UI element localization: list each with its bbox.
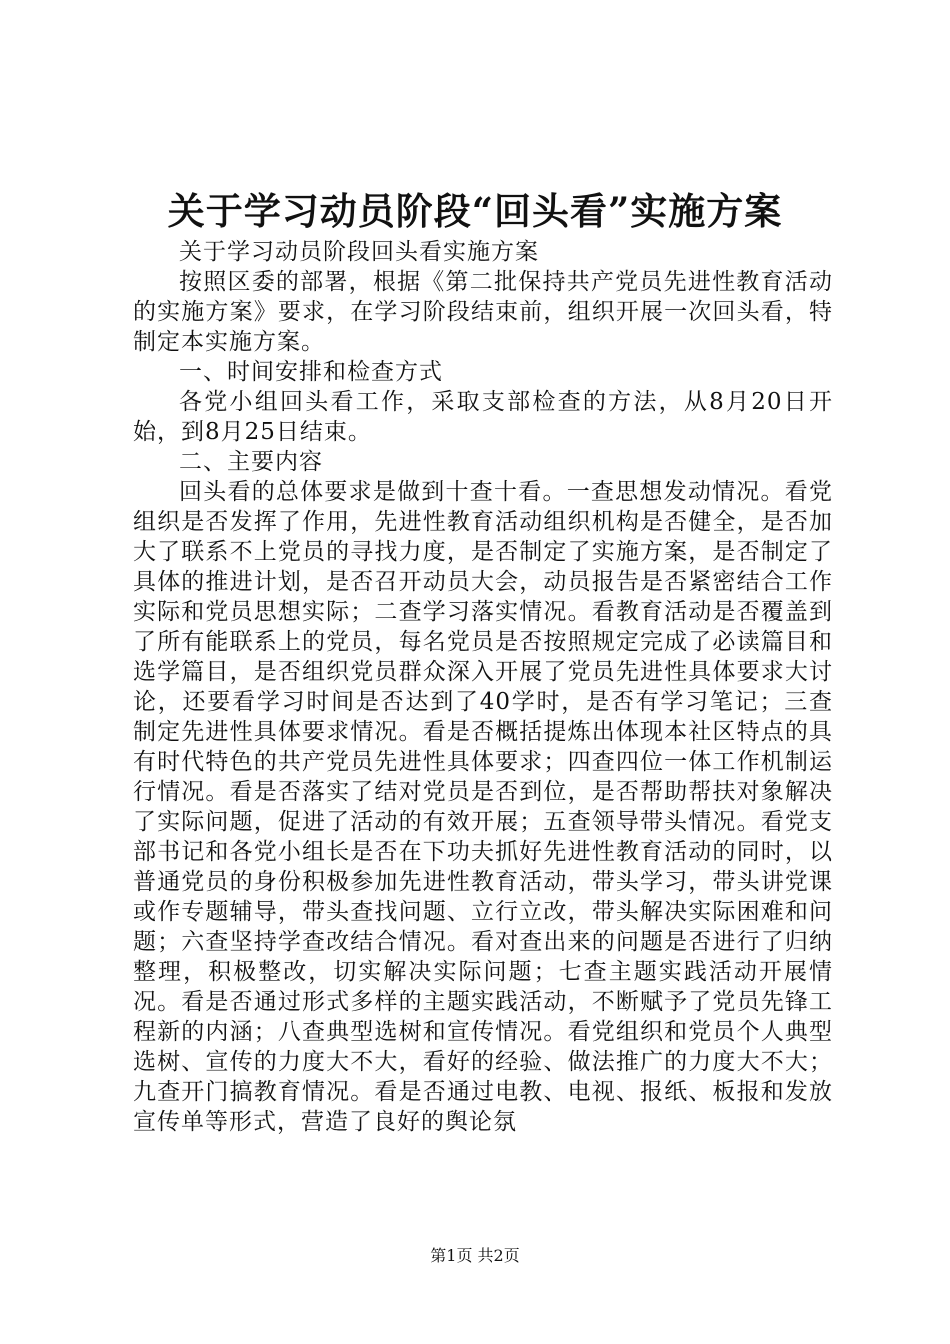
paragraph-intro: 按照区委的部署，根据《第二批保持共产党员先进性教育活动的实施方案》要求，在学习阶段结束前，组织开展一次回头看，特制定本实施方案。 — [133, 269, 833, 355]
paragraph-content: 回头看的总体要求是做到十查十看。一查思想发动情况。看党组织是否发挥了作用，先进性教育活动组织机构是否健全，是否加大了联系不上党员的寻找力度，是否制定了实施方案，是否制定了具体的推进计划，是否召开动员大会，动员报告是否紧密结合工作实际和党员思想实际；二查学习落实情况。看教育活动是否覆盖到了所有能联系上的党员，每名党员是否按照规定完成了必读篇目和选学篇目，是否组织党员群众深入开展了党员先进性具体要求大讨论，还要看学习时间是否达到了40学时，是否有学习笔记；三查制定先进性具体要求情况。看是否概括提炼出体现本社区特点的具有时代特色的共产党员先进性具体要求；四查四位一体工作机制运行情况。看是否落实了结对党员是否到位，是否帮助帮扶对象解决了实际问题，促进了活动的有效开展；五查领导带头情况。看党支部书记和各党小组长是否在下功夫抓好先进性教育活动的同时，以普通党员的身份积极参加先进性教育活动，带头学习，带头讲党课或作专题辅导，带头查找问题、立行立改，带头解决实际困难和问题；六查坚持学查改结合情况。看对查出来的问题是否进行了归纳整理，积极整改，切实解决实际问题；七查主题实践活动开展情况。看是否通过形式多样的主题实践活动，不断赋予了党员先锋工程新的内涵；八查典型选树和宣传情况。看党组织和党员个人典型选树、宣传的力度大不大，看好的经验、做法推广的力度大不大；九查开门搞教育情况。看是否通过电教、电视、报纸、板报和发放宣传单等形式，营造了良好的舆论氛 — [133, 479, 833, 1135]
paragraph-subtitle: 关于学习动员阶段回头看实施方案 — [179, 239, 539, 265]
section-heading-content: 二、主要内容 — [179, 449, 323, 475]
document-body — [133, 237, 833, 1137]
document-title: 关于学习动员阶段“回头看”实施方案 — [167, 189, 783, 233]
page-footer: 第1页 共2页 — [430, 1246, 520, 1265]
section-heading-schedule: 一、时间安排和检查方式 — [179, 359, 443, 385]
paragraph-schedule: 各党小组回头看工作，采取支部检查的方法，从8月20日开始，到8月25日结束。 — [133, 389, 833, 445]
